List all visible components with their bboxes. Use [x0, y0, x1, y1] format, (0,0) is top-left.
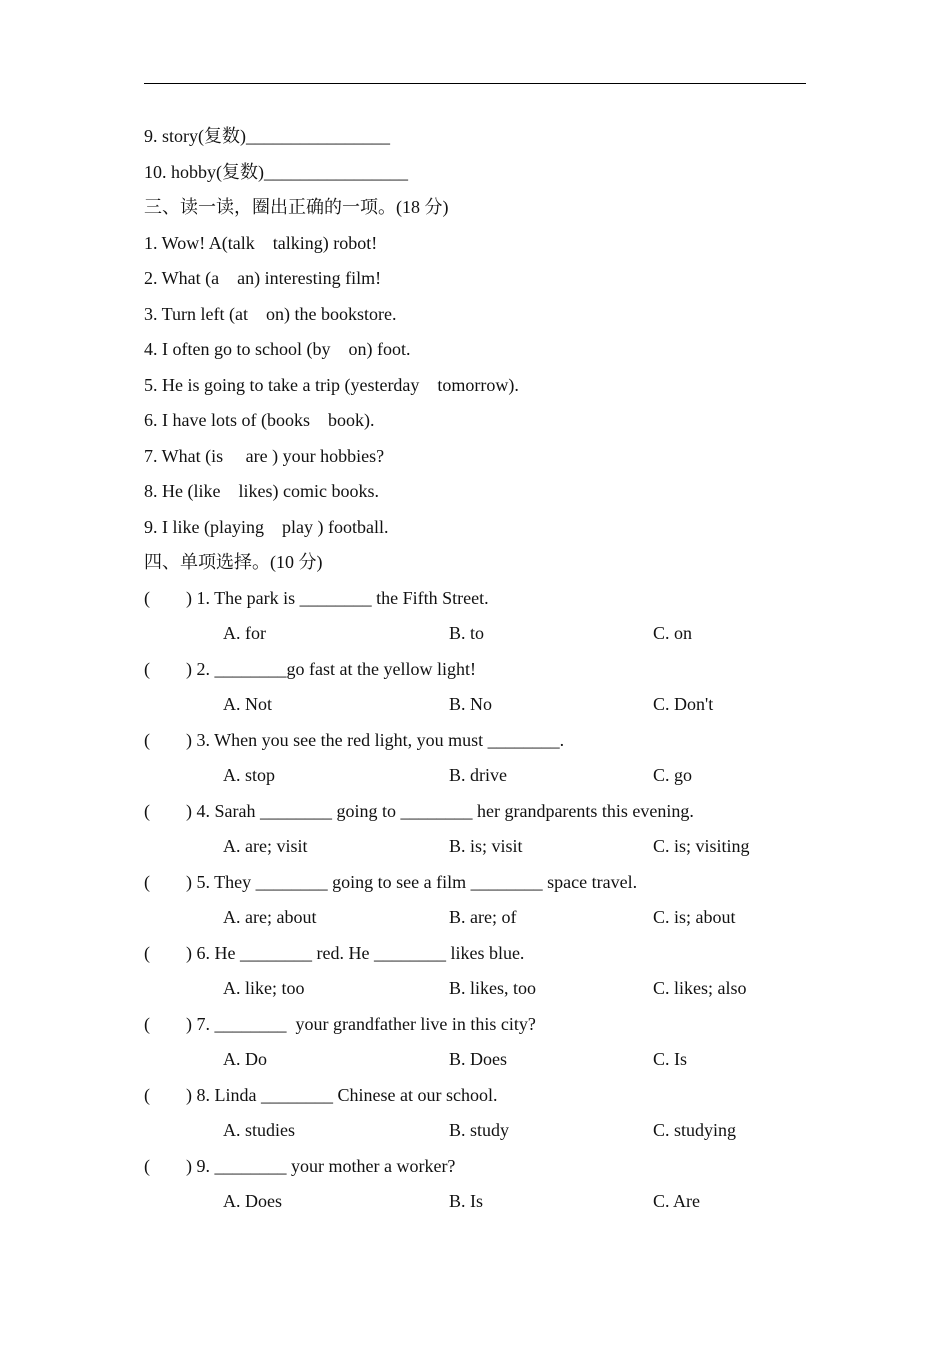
- option-b: B. are; of: [449, 907, 517, 927]
- option-c: C. Is: [653, 1049, 688, 1069]
- mc-options-9: [144, 1184, 806, 1220]
- option-b: B. Is: [449, 1191, 484, 1211]
- section3-heading: 三、读一读，圈出正确的一项。(18 分): [144, 197, 449, 217]
- option-a: A. studies: [223, 1120, 295, 1140]
- option-a: A. stop: [223, 765, 276, 785]
- option-b: B. No: [449, 694, 493, 714]
- mc-question-2: ( ) 2. ________go fast at the yellow light!: [144, 658, 476, 679]
- mc-question-3: ( ) 3. When you see the red light, you must ________.: [144, 729, 565, 750]
- option-b: B. likes, too: [449, 978, 537, 998]
- option-b: B. Does: [449, 1049, 507, 1069]
- section3-item-4: 4. I often go to school (by on) foot.: [144, 339, 411, 359]
- option-a: A. for: [223, 623, 266, 643]
- worksheet-content: [144, 119, 806, 1220]
- mc-options-7: [144, 1042, 806, 1078]
- option-a: A. are; about: [223, 907, 317, 927]
- plural-question-10: 10. hobby(复数)________________: [144, 161, 408, 182]
- section3-item-6: 6. I have lots of (books book).: [144, 410, 375, 430]
- section3-item-7: 7. What (is are ) your hobbies?: [144, 445, 385, 466]
- option-b: B. is; visit: [449, 836, 523, 856]
- mc-question-1: ( ) 1. The park is ________ the Fifth Street.: [144, 587, 489, 608]
- option-a: A. like; too: [223, 978, 305, 998]
- option-a: A. are; visit: [223, 836, 308, 856]
- section3-item-5: 5. He is going to take a trip (yesterday tomorrow).: [144, 374, 519, 395]
- mc-question-8: ( ) 8. Linda ________ Chinese at our school.: [144, 1084, 498, 1105]
- plural-question-9: 9. story(复数)________________: [144, 126, 390, 146]
- mc-question-4: ( ) 4. Sarah ________ going to ________ her grandparents this evening.: [144, 800, 694, 821]
- mc-question-9: ( ) 9. ________ your mother a worker?: [144, 1155, 456, 1176]
- option-c: C. is; visiting: [653, 836, 750, 856]
- option-c: C. Are: [653, 1191, 700, 1211]
- option-c: C. is; about: [653, 907, 736, 927]
- section3-item-8: 8. He (like likes) comic books.: [144, 481, 379, 501]
- option-a: A. Do: [223, 1049, 267, 1069]
- mc-question-7: ( ) 7. ________ your grandfather live in this city?: [144, 1013, 536, 1034]
- mc-question-6: ( ) 6. He ________ red. He ________ likes blue.: [144, 942, 525, 963]
- mc-options-5: [144, 900, 806, 936]
- option-b: B. drive: [449, 765, 507, 785]
- mc-options-4: [144, 829, 806, 865]
- header-rule: [144, 83, 806, 84]
- mc-options-6: [144, 971, 806, 1007]
- option-c: C. studying: [653, 1120, 737, 1140]
- section3-item-1: 1. Wow! A(talk talking) robot!: [144, 232, 378, 253]
- mc-options-2: [144, 687, 806, 723]
- section3-item-2: 2. What (a an) interesting film!: [144, 268, 382, 288]
- section4-heading: 四、单项选择。(10 分): [144, 552, 323, 572]
- option-c: C. on: [653, 623, 693, 643]
- option-c: C. likes; also: [653, 978, 747, 998]
- option-a: A. Not: [223, 694, 272, 714]
- mc-question-5: ( ) 5. They ________ going to see a film ________ space travel.: [144, 871, 638, 892]
- option-a: A. Does: [223, 1191, 282, 1211]
- option-b: B. study: [449, 1120, 510, 1140]
- mc-options-8: [144, 1113, 806, 1149]
- option-c: C. Don't: [653, 694, 714, 714]
- section3-item-9: 9. I like (playing play ) football.: [144, 516, 389, 537]
- mc-options-1: [144, 616, 806, 652]
- option-b: B. to: [449, 623, 485, 643]
- section3-item-3: 3. Turn left (at on) the bookstore.: [144, 303, 397, 324]
- mc-options-3: [144, 758, 806, 794]
- option-c: C. go: [653, 765, 693, 785]
